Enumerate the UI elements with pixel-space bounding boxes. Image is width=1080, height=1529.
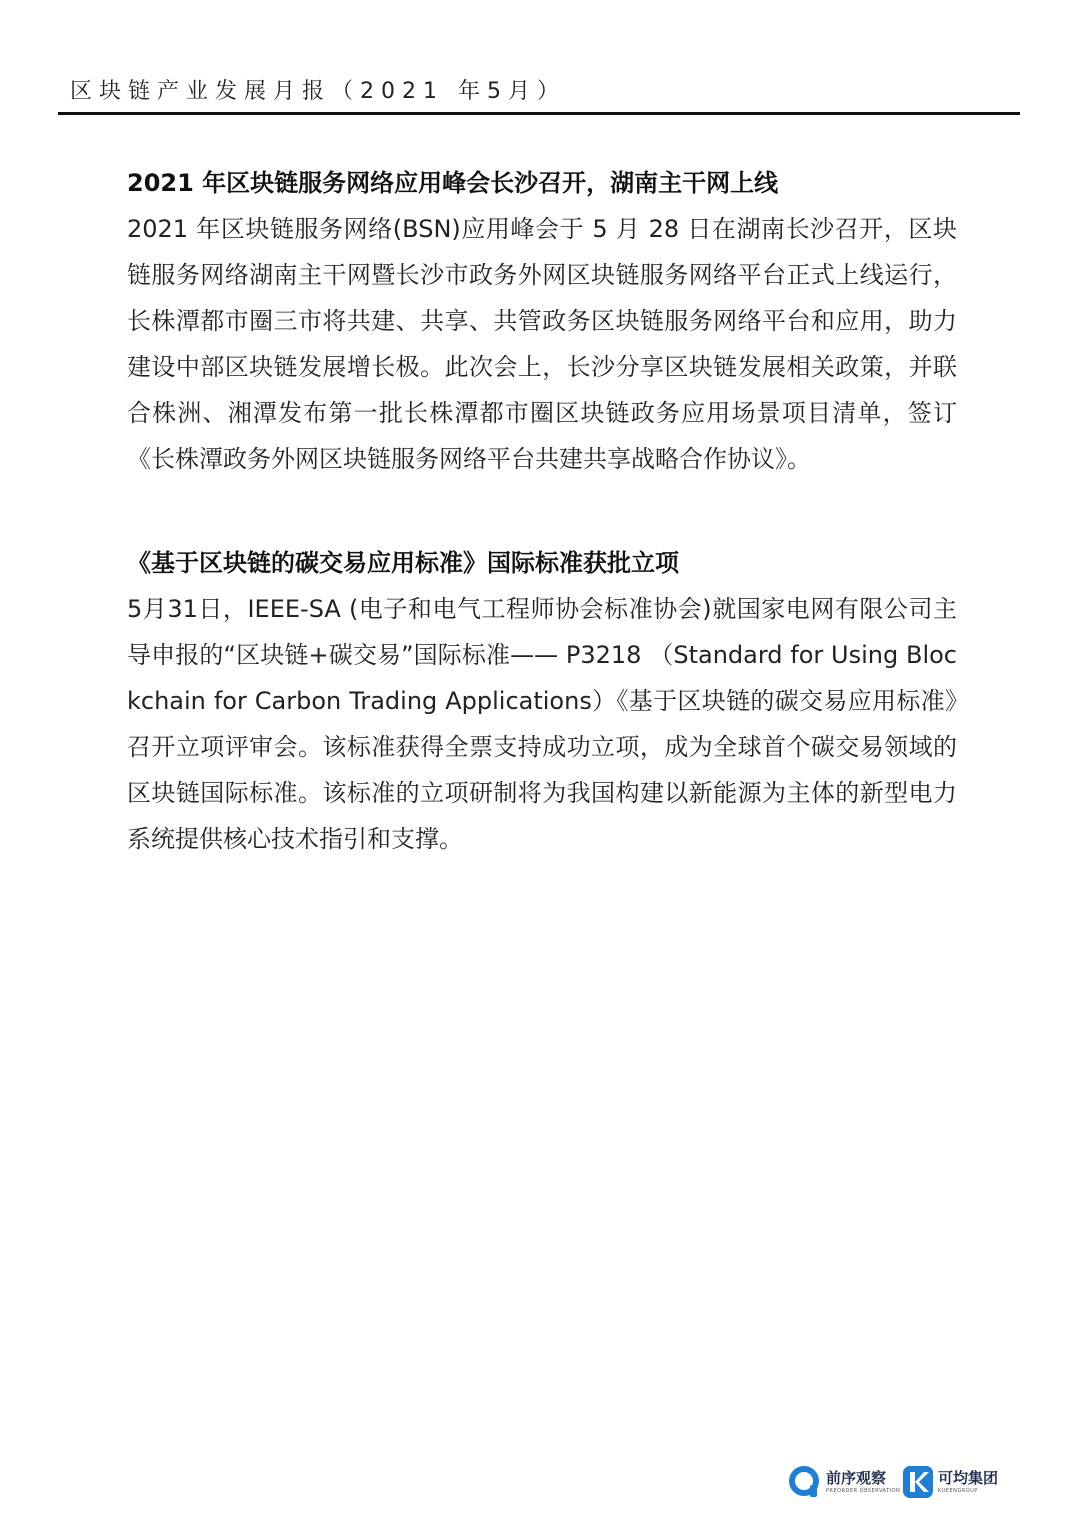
article-content [127, 160, 957, 862]
preorder-logo-sub: PREORDER OBSERVATION [826, 1488, 901, 1494]
report-header-title: 区块链产业发展月报（2021 年5月） [70, 79, 566, 104]
section-2-title: 《基于区块链的碳交易应用标准》国际标准获批立项 [127, 549, 679, 577]
preorder-observation-logo [788, 1462, 900, 1502]
kueen-group-logo [902, 1462, 998, 1502]
preorder-logo-icon [788, 1465, 822, 1499]
section-2-body: 5月31日，IEEE-SA (电子和电气工程师协会标准协会)就国家电网有限公司主导申报的“区块链+碳交易”国际标准—— P3218 （Standard for Using Blockchain for Carbon Trading Applications）《基于区块链的碳交易应用标准》召开立项评审会。该标准获得全票支持成功立项，成为全球首个碳交易领域的区块链国际标准。该标准的立项研制将为我国构建以新能源为主体的新型电力系统提供核心技术指引和支撑。 [127, 595, 957, 853]
section-1-title: 2021 年区块链服务网络应用峰会长沙召开，湖南主干网上线 [127, 169, 779, 197]
kueen-logo-sub: KUEENGROUP [938, 1488, 978, 1494]
kueen-logo-icon [902, 1465, 934, 1499]
header-divider [58, 112, 1020, 115]
kueen-logo-name: 可均集团 [938, 1469, 999, 1487]
section-1-body: 2021 年区块链服务网络(BSN)应用峰会于 5 月 28 日在湖南长沙召开，区块链服务网络湖南主干网暨长沙市政务外网区块链服务网络平台正式上线运行，长株潭都市圈三市将共建、共享、共管政务区块链服务网络平台和应用，助力建设中部区块链发展增长极。此次会上，长沙分享区块链发展相关政策，并联合株洲、湘潭发布第一批长株潭都市圈区块链政务应用场景项目清单，签订《长株潭政务外网区块链服务网络平台共建共享战略合作协议》。 [127, 215, 957, 473]
section-spacer [127, 482, 957, 540]
preorder-logo-name: 前序观察 [826, 1469, 887, 1487]
